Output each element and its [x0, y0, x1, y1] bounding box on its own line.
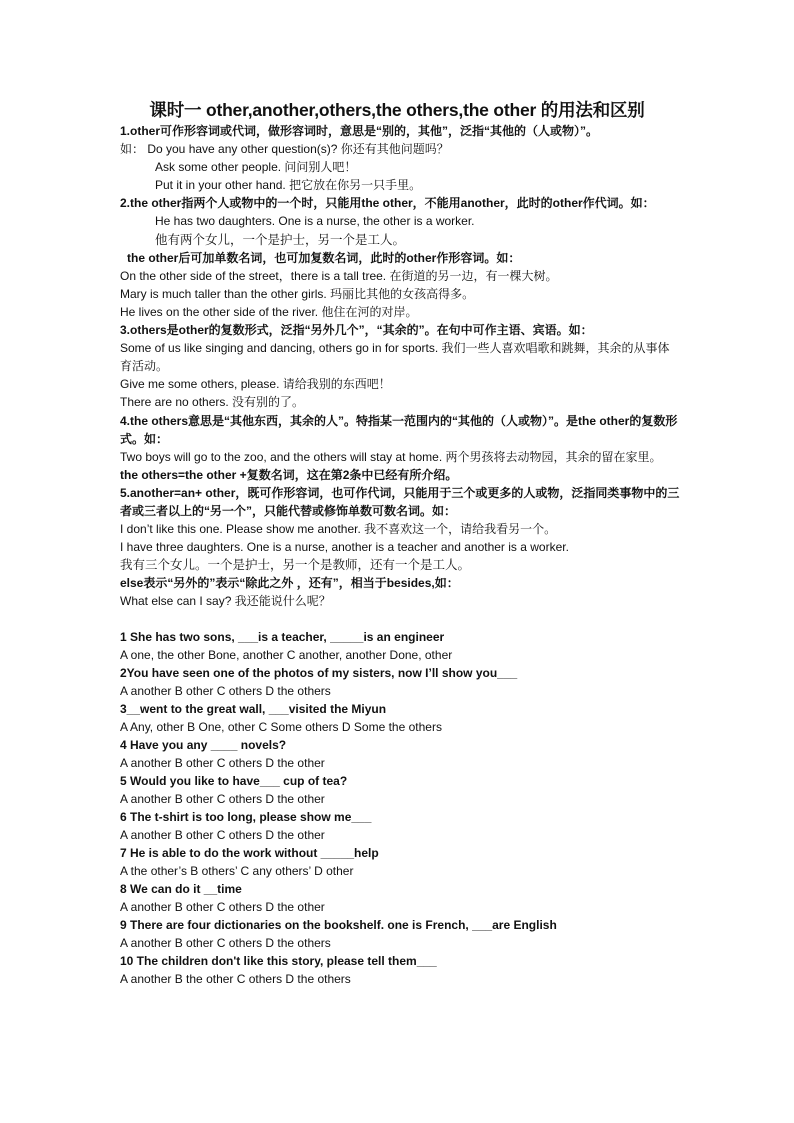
- note-example: 他有两个女儿，一个是护士，另一个是工人。: [155, 232, 406, 247]
- answer-options: A Any, other B One, other C Some others D Some the others: [120, 719, 442, 734]
- note-example: 如： Do you have any other question(s)? 你还有其他问题吗？: [120, 142, 449, 157]
- answer-options: A one, the other Bone, another C another, another Done, other: [120, 647, 453, 662]
- section-gap: [120, 611, 680, 628]
- question-text: 10 The children don't like this story, please tell them___: [120, 953, 437, 968]
- answer-options: A another B other C others D the other: [120, 827, 325, 842]
- answer-options: A another B the other C others D the others: [120, 971, 351, 986]
- note-heading: 1.other可作形容词或代词，做形容词时，意思是“别的，其他”，泛指“其他的（人或物）”。: [120, 124, 599, 138]
- answer-options: A another B other C others D the other: [120, 899, 325, 914]
- note-example: I don’t like this one. Please show me another. 我不喜欢这一个，请给我看另一个。: [120, 522, 557, 537]
- note-example: What else can I say? 我还能说什么呢？: [120, 594, 331, 609]
- answer-options: A another B other C others D the other: [120, 791, 325, 806]
- question-text: 2You have seen one of the photos of my sisters, now I’ll show you___: [120, 665, 518, 680]
- exercise-list: [120, 628, 680, 988]
- note-example: He has two daughters. One is a nurse, the other is a worker.: [155, 214, 475, 229]
- question-text: 8 We can do it __time: [120, 881, 242, 896]
- note-example: He lives on the other side of the river. 他住在河的对岸。: [120, 304, 418, 319]
- note-example: Mary is much taller than the other girls. 玛丽比其他的女孩高得多。: [120, 286, 475, 301]
- note-example: Give me some others, please. 请给我别的东西吧！: [120, 377, 391, 392]
- answer-options: A another B other C others D the others: [120, 935, 331, 950]
- question-text: 5 Would you like to have___ cup of tea?: [120, 773, 348, 788]
- answer-options: A another B other C others D the other: [120, 755, 325, 770]
- note-heading: the other后可加单数名词，也可加复数名词，此时的other作形容词。如：: [127, 250, 521, 265]
- note-heading: 5.another=an+ other，既可作形容词，也可作代词，只能用于三个或更多的人或物，泛指同类事物中的三者或三者以上的“另一个”，只能代替或修饰单数可数名词。如：: [120, 485, 680, 518]
- note-heading: 2.the other指两个人或物中的一个时，只能用the other，不能用another，此时的other作代词。如：: [120, 196, 655, 211]
- note-example: Two boys will go to the zoo, and the others will stay at home. 两个男孩将去动物园，其余的留在家里。: [120, 449, 662, 464]
- note-example: Put it in your other hand. 把它放在你另一只手里。: [155, 178, 422, 193]
- grammar-notes: [120, 122, 680, 988]
- question-text: 4 Have you any ____ novels?: [120, 737, 287, 752]
- note-heading: 3.others是other的复数形式，泛指“另外几个”，“其余的”。在句中可作主语、宾语。如：: [120, 323, 593, 338]
- note-example: Ask some other people. 问问别人吧！: [155, 160, 357, 175]
- question-text: 9 There are four dictionaries on the bookshelf. one is French, ___are English: [120, 917, 557, 932]
- page-title: 课时一 other,another,others,the others,the other 的用法和区别: [149, 100, 645, 120]
- note-heading: else表示“另外的”表示“除此之外 ，还有”，相当于besides,如：: [120, 576, 459, 591]
- answer-options: A the other’s B others’ C any others’ D other: [120, 863, 354, 878]
- question-text: 6 The t-shirt is too long, please show me___: [120, 809, 372, 824]
- note-example: 我有三个女儿。一个是护士，另一个是教师，还有一个是工人。: [120, 558, 471, 573]
- note-example: Some of us like singing and dancing, others go in for sports. 我们一些人喜欢唱歌和跳舞，其余的从事体育活动。: [120, 341, 670, 374]
- question-text: 1 She has two sons, ___is a teacher, _____is an engineer: [120, 629, 445, 644]
- note-example: On the other side of the street，there is a tall tree. 在街道的另一边，有一棵大树。: [120, 268, 558, 283]
- note-example: There are no others. 没有别的了。: [120, 395, 305, 410]
- question-text: 3__went to the great wall, ___visited the Miyun: [120, 701, 387, 716]
- note-example: I have three daughters. One is a nurse, another is a teacher and another is a worker.: [120, 540, 569, 555]
- answer-options: A another B other C others D the others: [120, 683, 331, 698]
- question-text: 7 He is able to do the work without _____help: [120, 845, 379, 860]
- note-heading: 4.the others意思是“其他东西，其余的人”。特指某一范围内的“其他的（人或物）”。是the other的复数形式。如：: [120, 413, 678, 446]
- note-heading: the others=the other +复数名词，这在第2条中已经有所介绍。: [120, 467, 458, 482]
